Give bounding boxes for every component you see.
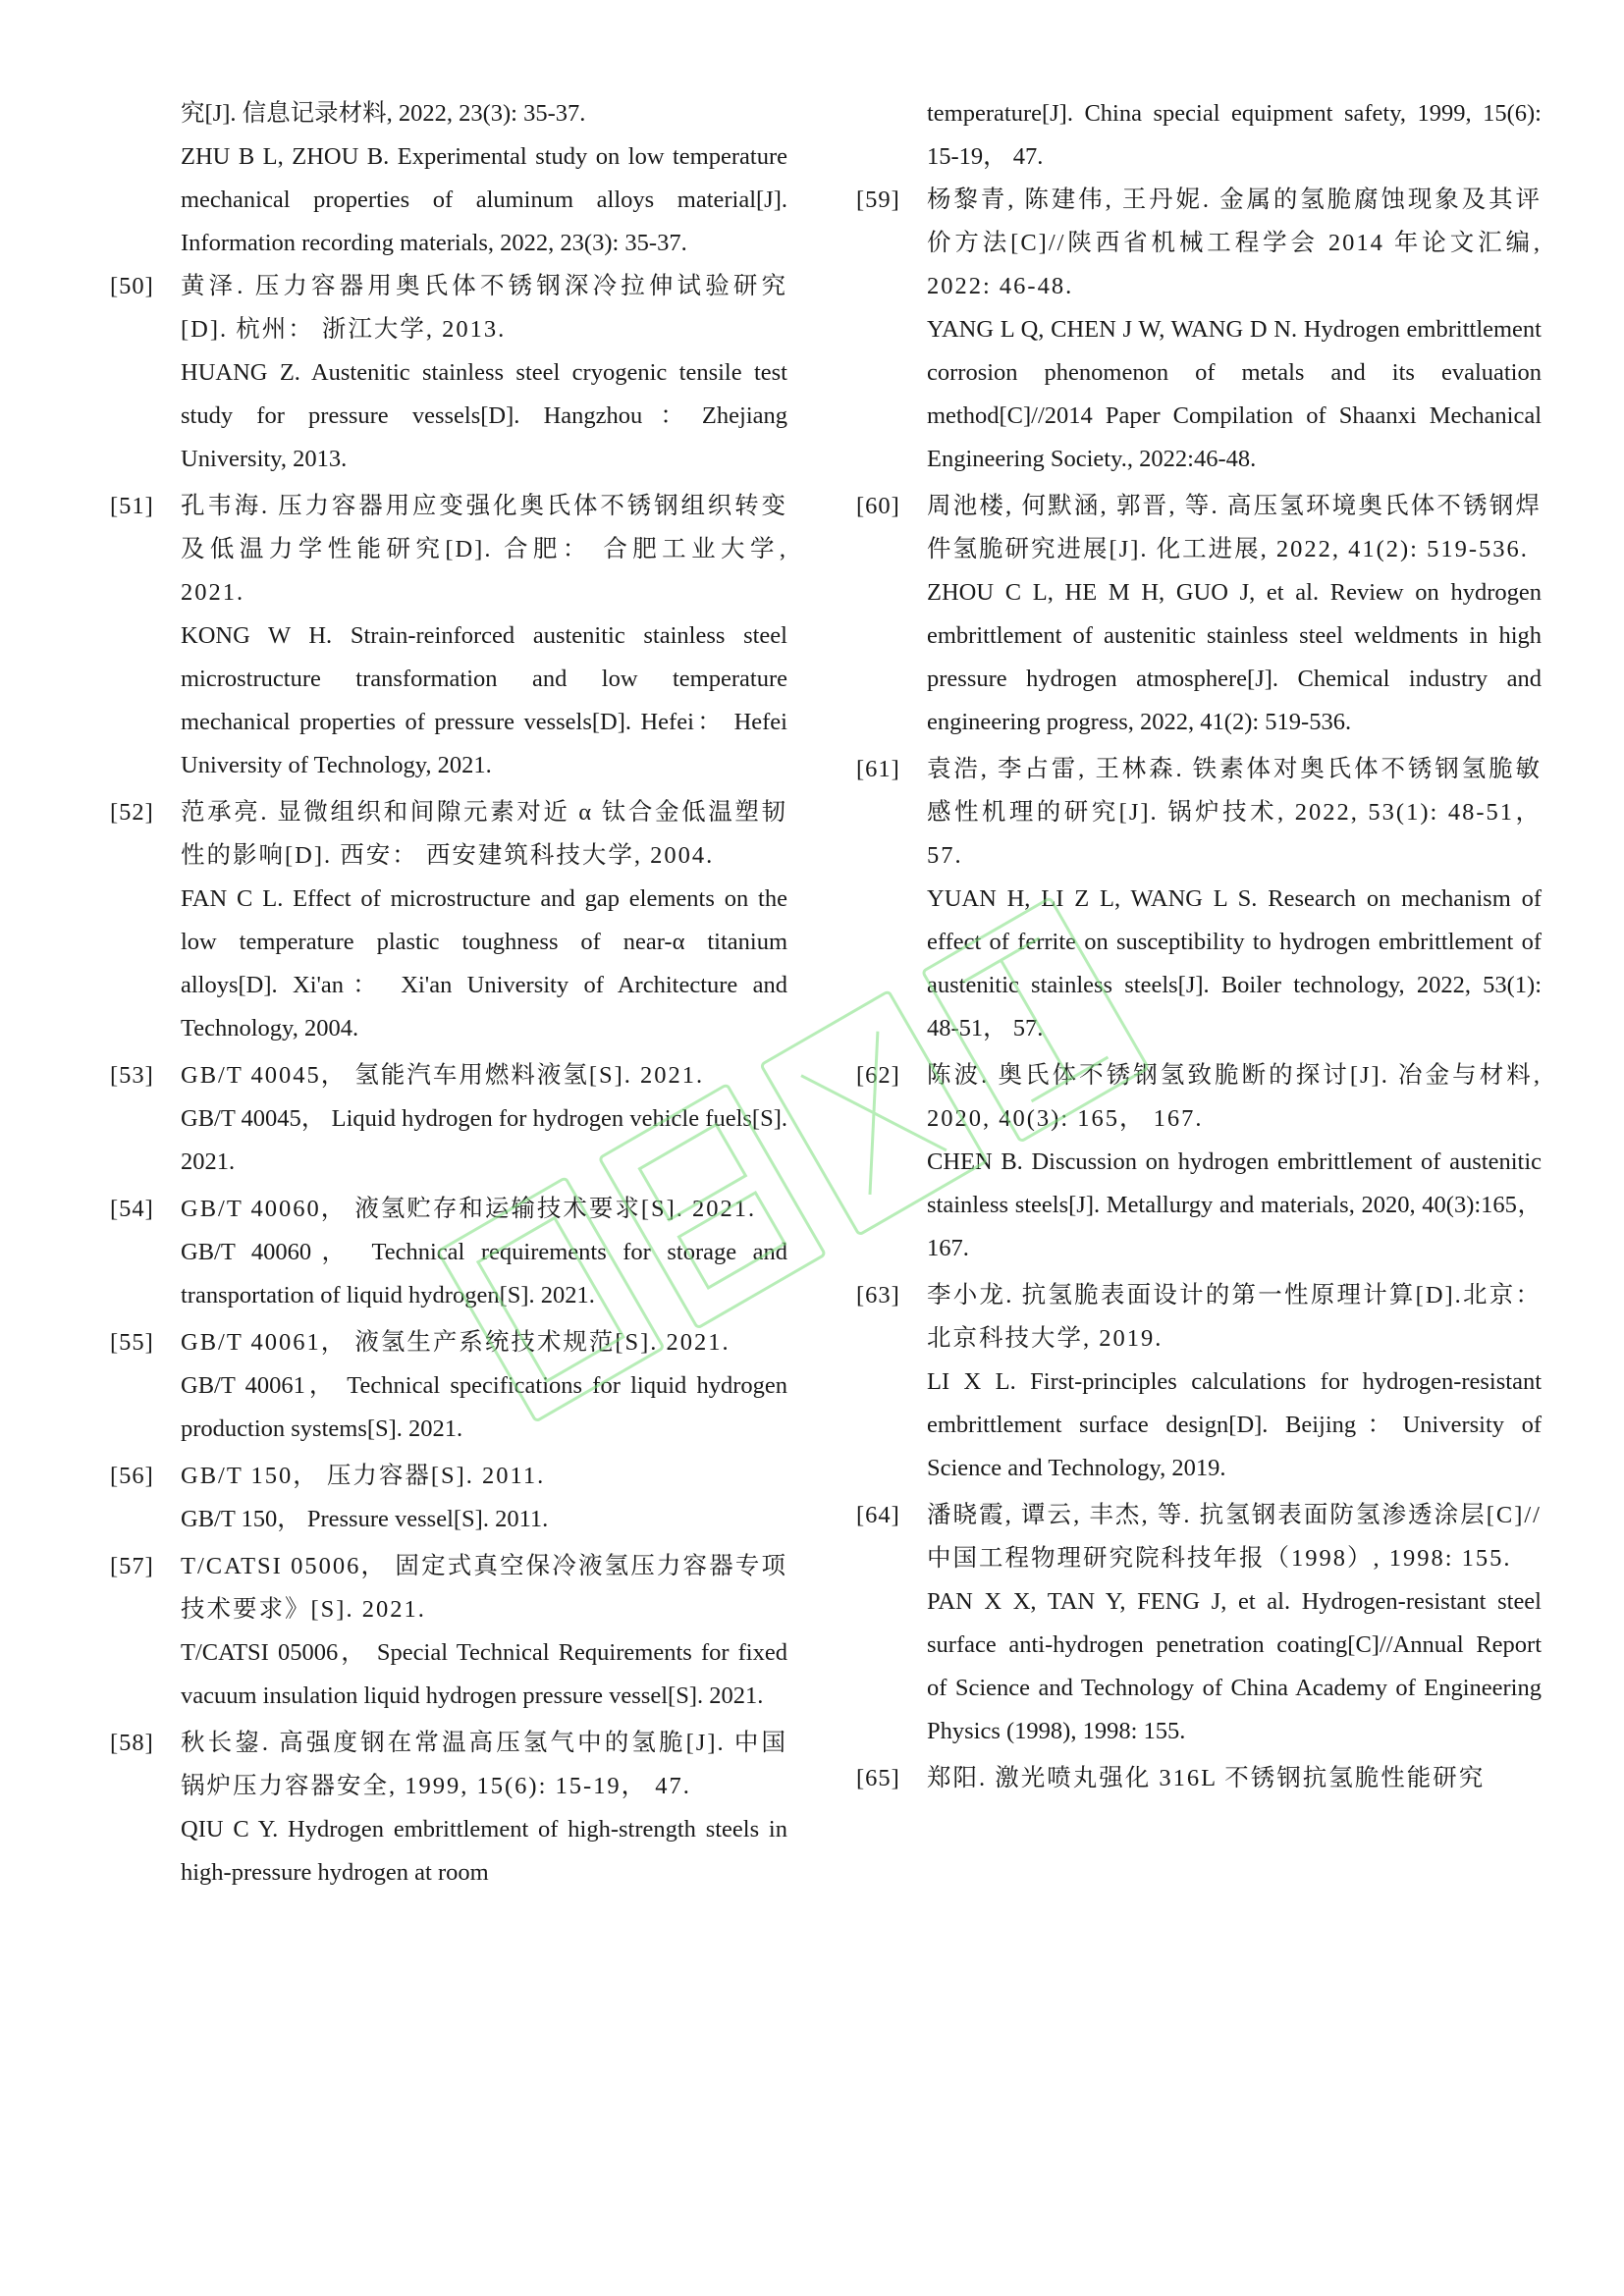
reference-number: [51] bbox=[110, 493, 154, 519]
reference-item bbox=[856, 1757, 1542, 1800]
reference-text-en: GB/T 40060， Technical requirements for storage and transportation of liquid hydrogen[S]. 2021. bbox=[181, 1239, 787, 1308]
reference-item bbox=[856, 748, 1542, 1050]
reference-text-en: T/CATSI 05006， Special Technical Requirements for fixed vacuum insulation liquid hydrogen pressure vessel[S]. 2021. bbox=[181, 1639, 787, 1709]
reference-item bbox=[110, 1455, 787, 1541]
continued-reference-en: ZHU B L, ZHOU B. Experimental study on low temperature mechanical properties of aluminum alloys material[J]. Information recording materials, 2022, 23(3): 35-37. bbox=[181, 143, 787, 256]
reference-text-cn: GB/T 150， 压力容器[S]. 2011. bbox=[181, 1463, 546, 1489]
reference-text-cn: 孔韦海. 压力容器用应变强化奥氏体不锈钢组织转变及低温力学性能研究[D]. 合肥： 合肥工业大学, 2021. bbox=[181, 493, 787, 606]
reference-number: [61] bbox=[856, 756, 900, 782]
reference-text-en: PAN X X, TAN Y, FENG J, et al. Hydrogen-resistant steel surface anti-hydrogen penetration coating[C]//Annual Report of Science and Technology of China Academy of Engineering Physics (1998), 1998: 155. bbox=[927, 1588, 1542, 1744]
right-column bbox=[856, 92, 1542, 1804]
reference-item bbox=[856, 485, 1542, 744]
reference-number: [56] bbox=[110, 1463, 154, 1489]
reference-number: [55] bbox=[110, 1329, 154, 1356]
reference-text-cn: 郑阳. 激光喷丸强化 316L 不锈钢抗氢脆性能研究 bbox=[927, 1765, 1486, 1791]
reference-item bbox=[110, 1722, 787, 1895]
reference-text-en: YANG L Q, CHEN J W, WANG D N. Hydrogen embrittlement corrosion phenomenon of metals and its evaluation method[C]//2014 Paper Compilation of Shaanxi Mechanical Engineering Society., 2022:46-48. bbox=[927, 316, 1542, 472]
reference-text-cn: 周池楼, 何默涵, 郭晋, 等. 高压氢环境奥氏体不锈钢焊件氢脆研究进展[J]. 化工进展, 2022, 41(2): 519-536. bbox=[927, 493, 1542, 562]
reference-text-en: CHEN B. Discussion on hydrogen embrittlement of austenitic stainless steels[J]. Metallurgy and materials, 2020, 40(3):165， 167. bbox=[927, 1148, 1542, 1261]
reference-text-cn: GB/T 40061， 液氢生产系统技术规范[S]. 2021. bbox=[181, 1329, 731, 1356]
reference-item bbox=[110, 1054, 787, 1184]
reference-text-cn: 袁浩, 李占雷, 王林森. 铁素体对奥氏体不锈钢氢脆敏感性机理的研究[J]. 锅炉技术, 2022, 53(1): 48-51， 57. bbox=[927, 756, 1542, 869]
reference-item bbox=[110, 791, 787, 1050]
reference-text-en: ZHOU C L, HE M H, GUO J, et al. Review on hydrogen embrittlement of austenitic stainless steel weldments in high pressure hydrogen atmosphere[J]. Chemical industry and engineering progress, 2022, 41(2): 519-536. bbox=[927, 579, 1542, 735]
reference-number: [50] bbox=[110, 273, 154, 299]
reference-item bbox=[856, 1494, 1542, 1753]
reference-text-cn: 黄泽. 压力容器用奥氏体不锈钢深冷拉伸试验研究[D]. 杭州： 浙江大学, 2013. bbox=[181, 273, 787, 343]
reference-item bbox=[110, 1321, 787, 1451]
reference-number: [58] bbox=[110, 1730, 154, 1756]
reference-number: [53] bbox=[110, 1062, 154, 1089]
reference-item bbox=[856, 1054, 1542, 1270]
reference-number: [64] bbox=[856, 1502, 900, 1528]
reference-number: [52] bbox=[110, 799, 154, 826]
reference-text-en: GB/T 40061， Technical specifications for liquid hydrogen production systems[S]. 2021. bbox=[181, 1372, 787, 1442]
reference-text-en: FAN C L. Effect of microstructure and gap elements on the low temperature plastic toughness of near-α titanium alloys[D]. Xi'an： Xi'an University of Architecture and Technology, 2004. bbox=[181, 885, 787, 1041]
reference-number: [65] bbox=[856, 1765, 900, 1791]
reference-item bbox=[856, 179, 1542, 481]
continued-reference-cn: 究[J]. 信息记录材料, 2022, 23(3): 35-37. bbox=[181, 100, 586, 127]
reference-text-cn: 李小龙. 抗氢脆表面设计的第一性原理计算[D].北京： 北京科技大学, 2019. bbox=[927, 1282, 1542, 1352]
reference-text-cn: T/CATSI 05006， 固定式真空保冷液氢压力容器专项技术要求》[S]. 2021. bbox=[181, 1553, 787, 1623]
left-column bbox=[110, 92, 787, 1898]
reference-text-en: QIU C Y. Hydrogen embrittlement of high-strength steels in high-pressure hydrogen at room bbox=[181, 1816, 787, 1886]
reference-number: [59] bbox=[856, 187, 900, 213]
reference-text-cn: 杨黎青, 陈建伟, 王丹妮. 金属的氢脆腐蚀现象及其评价方法[C]//陕西省机械工程学会 2014 年论文汇编, 2022: 46-48. bbox=[927, 187, 1542, 299]
reference-number: [57] bbox=[110, 1553, 154, 1579]
reference-text-en: GB/T 40045， Liquid hydrogen for hydrogen vehicle fuels[S]. 2021. bbox=[181, 1105, 787, 1175]
reference-item bbox=[110, 1545, 787, 1718]
reference-text-en: YUAN H, LI Z L, WANG L S. Research on mechanism of effect of ferrite on susceptibility to hydrogen embrittlement of austenitic stainless steels[J]. Boiler technology, 2022, 53(1): 48-51， 57. bbox=[927, 885, 1542, 1041]
reference-item bbox=[856, 1274, 1542, 1490]
reference-text-cn: 潘晓霞, 谭云, 丰杰, 等. 抗氢钢表面防氢渗透涂层[C]//中国工程物理研究院科技年报（1998）, 1998: 155. bbox=[927, 1502, 1542, 1572]
reference-item bbox=[110, 265, 787, 481]
reference-text-cn: GB/T 40060， 液氢贮存和运输技术要求[S]. 2021. bbox=[181, 1196, 757, 1222]
reference-number: [62] bbox=[856, 1062, 900, 1089]
reference-number: [60] bbox=[856, 493, 900, 519]
reference-text-cn: 秋长鋆. 高强度钢在常温高压氢气中的氢脆[J]. 中国锅炉压力容器安全, 1999, 15(6): 15-19， 47. bbox=[181, 1730, 787, 1799]
reference-text-en: KONG W H. Strain-reinforced austenitic stainless steel microstructure transformation and low temperature mechanical properties of pressure vessels[D]. Hefei： Hefei University of Technology, 2021. bbox=[181, 622, 787, 778]
reference-text-en: LI X L. First-principles calculations for hydrogen-resistant embrittlement surface design[D]. Beijing：University of Science and Technology, 2019. bbox=[927, 1368, 1542, 1481]
reference-text-cn: 范承亮. 显微组织和间隙元素对近 α 钛合金低温塑韧性的影响[D]. 西安： 西安建筑科技大学, 2004. bbox=[181, 799, 787, 869]
reference-text-cn: GB/T 40045， 氢能汽车用燃料液氢[S]. 2021. bbox=[181, 1062, 705, 1089]
reference-text-cn: 陈波. 奥氏体不锈钢氢致脆断的探讨[J]. 冶金与材料, 2020, 40(3): 165， 167. bbox=[927, 1062, 1542, 1132]
continued-reference-en: temperature[J]. China special equipment safety, 1999, 15(6): 15-19， 47. bbox=[927, 100, 1542, 170]
reference-number: [54] bbox=[110, 1196, 154, 1222]
reference-number: [63] bbox=[856, 1282, 900, 1308]
reference-item bbox=[110, 485, 787, 787]
reference-text-en: GB/T 150， Pressure vessel[S]. 2011. bbox=[181, 1506, 549, 1532]
reference-item bbox=[110, 1188, 787, 1317]
reference-text-en: HUANG Z. Austenitic stainless steel cryogenic tensile test study for pressure vessels[D]. Hangzhou：Zhejiang University, 2013. bbox=[181, 359, 787, 472]
